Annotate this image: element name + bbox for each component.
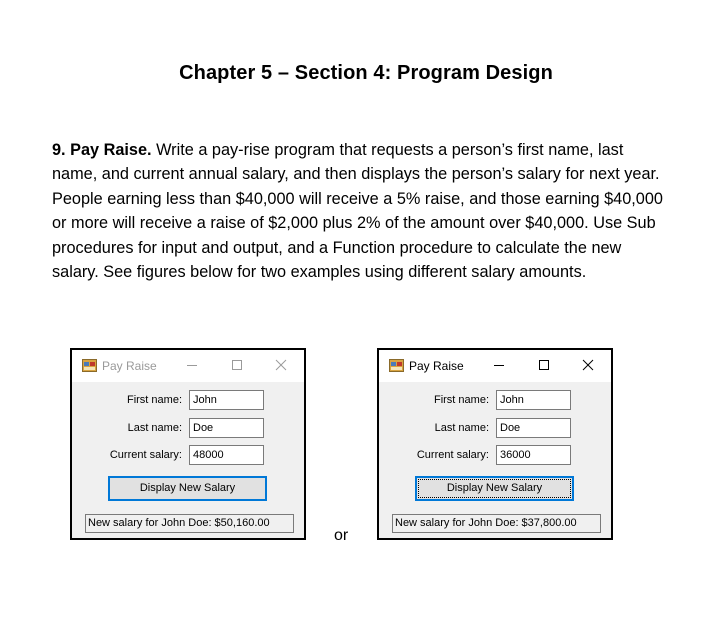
minimize-icon[interactable] <box>184 357 200 373</box>
first-name-input[interactable]: John <box>496 390 571 410</box>
form-app-icon <box>389 359 404 372</box>
maximize-icon[interactable] <box>229 357 245 373</box>
problem-statement <box>52 138 672 284</box>
close-icon[interactable] <box>273 357 289 373</box>
window-title: Pay Raise <box>409 359 464 373</box>
first-name-label: First name: <box>126 394 182 406</box>
current-salary-label: Current salary: <box>416 449 489 461</box>
new-salary-output: New salary for John Doe: $37,800.00 <box>392 514 601 533</box>
display-new-salary-button[interactable]: Display New Salary <box>108 476 267 501</box>
first-name-input[interactable]: John <box>189 390 264 410</box>
window-title: Pay Raise <box>102 359 157 373</box>
title-bar[interactable] <box>72 350 304 382</box>
first-name-label: First name: <box>433 394 489 406</box>
minimize-icon[interactable] <box>491 357 507 373</box>
pay-raise-window-2 <box>377 348 613 540</box>
problem-text: Write a pay-rise program that requests a person’s first name, last name, and current annual salary, and then displays the person’s salary for next year. People earning less than $40,000 will receive a 5% raise, and those earning $40,000 or more will receive a raise of $2,000 plus 2% of the amount over $40,000. Use Sub procedures for input and output, and a Function procedure to calculate the new salary. See figures below for two examples using different salary amounts. <box>52 141 663 282</box>
last-name-label: Last name: <box>434 422 489 434</box>
title-bar[interactable] <box>379 350 611 382</box>
pay-raise-window-1 <box>70 348 306 540</box>
current-salary-input[interactable]: 36000 <box>496 445 571 465</box>
close-icon[interactable] <box>580 357 596 373</box>
last-name-input[interactable]: Doe <box>496 418 571 438</box>
problem-label: 9. Pay Raise. <box>52 141 152 159</box>
last-name-input[interactable]: Doe <box>189 418 264 438</box>
maximize-icon[interactable] <box>536 357 552 373</box>
display-new-salary-button[interactable]: Display New Salary <box>415 476 574 501</box>
new-salary-output: New salary for John Doe: $50,160.00 <box>85 514 294 533</box>
page-title: Chapter 5 – Section 4: Program Design <box>179 62 553 84</box>
current-salary-input[interactable]: 48000 <box>189 445 264 465</box>
separator-text: or <box>334 527 349 544</box>
last-name-label: Last name: <box>127 422 182 434</box>
current-salary-label: Current salary: <box>109 449 182 461</box>
form-app-icon <box>82 359 97 372</box>
